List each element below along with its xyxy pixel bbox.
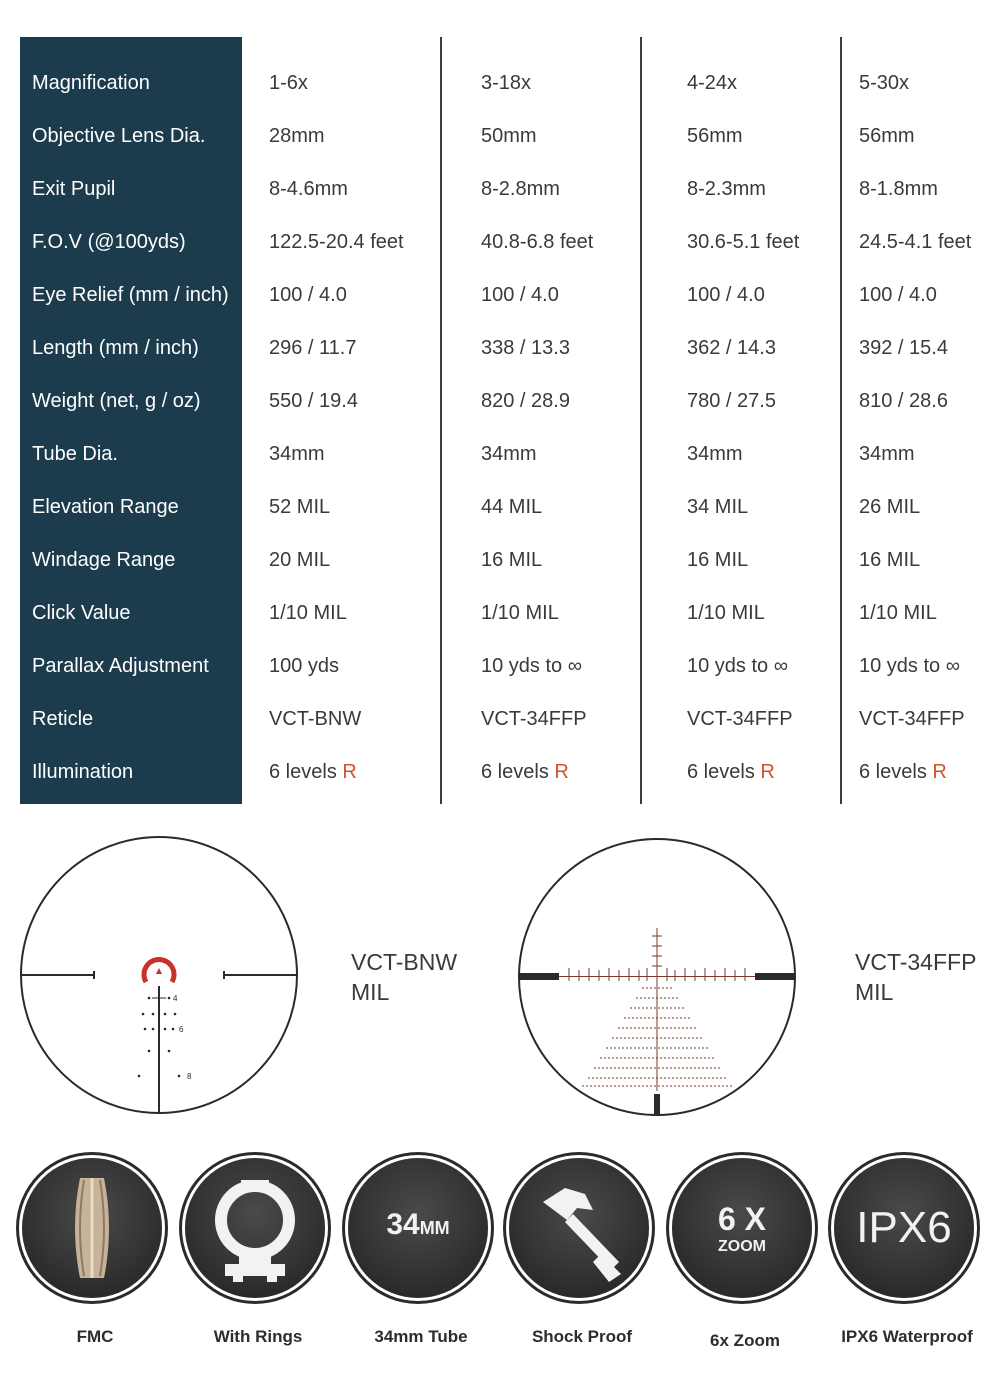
spec-row-weight	[20, 375, 1000, 428]
spec-label: Tube Dia.	[32, 443, 118, 465]
badge-sub-text: MM	[419, 1218, 450, 1238]
spec-value: 34 MIL	[687, 496, 749, 518]
reticle-unit: MIL	[351, 979, 390, 1005]
spec-row-windage	[20, 534, 1000, 587]
illumination-levels: 6 levels	[687, 761, 755, 783]
spec-row-parallax	[20, 640, 1000, 693]
reticle-unit: MIL	[855, 979, 894, 1005]
badge-main-text: IPX6	[856, 1203, 952, 1252]
spec-row-objective	[20, 110, 1000, 163]
illumination-color-code: R	[760, 761, 775, 783]
reticle-bnw-diagram	[18, 834, 300, 1116]
zoom-6x-icon	[672, 1158, 812, 1298]
reticle-name: VCT-34FFP	[855, 949, 977, 975]
spec-label: Objective Lens Dia.	[32, 125, 206, 147]
spec-row-tube	[20, 428, 1000, 481]
spec-value: 1/10 MIL	[687, 602, 765, 624]
lens-icon	[22, 1158, 162, 1298]
feature-caption: With Rings	[213, 1327, 303, 1346]
badge-main-text: 6 X	[717, 1201, 767, 1237]
hammer-icon	[509, 1158, 649, 1298]
feature-caption: Shock Proof	[531, 1327, 633, 1346]
spec-row-fov	[20, 216, 1000, 269]
scope-ring-icon	[185, 1158, 325, 1298]
feature-caption: 34mm Tube	[374, 1327, 468, 1346]
spec-value: 100 / 4.0	[269, 284, 347, 306]
spec-value: 810 / 28.6	[859, 390, 948, 412]
spec-value: 20 MIL	[269, 549, 331, 571]
spec-value: 52 MIL	[269, 496, 331, 518]
spec-value: 1-6x	[269, 72, 308, 94]
reticle-tick-label: 8	[187, 1072, 192, 1081]
spec-value: 362 / 14.3	[687, 337, 776, 359]
spec-value: 8-1.8mm	[859, 178, 938, 200]
tube-34mm-icon	[348, 1158, 488, 1298]
spec-label: Parallax Adjustment	[32, 655, 209, 677]
spec-value: 56mm	[687, 125, 743, 147]
spec-row-click-value	[20, 587, 1000, 640]
spec-value: 8-2.3mm	[687, 178, 766, 200]
reticle-tick-label: 4	[173, 994, 178, 1003]
spec-label: Eye Relief (mm / inch)	[32, 284, 229, 306]
spec-value: 50mm	[481, 125, 537, 147]
spec-label: Exit Pupil	[32, 178, 116, 200]
spec-row-magnification	[20, 57, 1000, 110]
spec-value: 16 MIL	[687, 549, 749, 571]
spec-value: 40.8-6.8 feet	[481, 231, 594, 253]
feature-caption: FMC	[76, 1327, 114, 1346]
spec-value: 34mm	[859, 443, 915, 465]
spec-label: Magnification	[32, 72, 150, 94]
reticle-name: VCT-BNW	[351, 949, 458, 975]
spec-value: 34mm	[269, 443, 325, 465]
reticle-bnw-label	[351, 947, 457, 1007]
spec-row-eye-relief	[20, 269, 1000, 322]
spec-value: 44 MIL	[481, 496, 543, 518]
spec-row-illumination	[20, 746, 1000, 799]
spec-value: 3-18x	[481, 72, 532, 94]
spec-value: VCT-34FFP	[687, 708, 793, 730]
spec-value: 100 / 4.0	[859, 284, 937, 306]
spec-value: 1/10 MIL	[269, 602, 347, 624]
spec-value: 100 / 4.0	[481, 284, 559, 306]
spec-row-elevation	[20, 481, 1000, 534]
illumination-color-code: R	[342, 761, 357, 783]
reticle-34ffp-diagram	[516, 836, 798, 1118]
spec-value: 780 / 27.5	[687, 390, 776, 412]
spec-value: 100 / 4.0	[687, 284, 765, 306]
spec-value: 24.5-4.1 feet	[859, 231, 972, 253]
spec-value: 820 / 28.9	[481, 390, 570, 412]
badge-sub-text: ZOOM	[718, 1238, 766, 1255]
spec-row-length	[20, 322, 1000, 375]
reticle-tick-label: 6	[179, 1025, 184, 1034]
illumination-levels: 6 levels	[481, 761, 549, 783]
spec-value: 5-30x	[859, 72, 910, 94]
spec-value: 56mm	[859, 125, 915, 147]
spec-value: 338 / 13.3	[481, 337, 570, 359]
spec-table	[20, 37, 1000, 804]
feature-caption: 6x Zoom	[710, 1331, 780, 1350]
illumination-levels: 6 levels	[859, 761, 927, 783]
spec-label: Length (mm / inch)	[32, 337, 199, 359]
reticle-34ffp-label	[855, 947, 976, 1007]
spec-value: 8-2.8mm	[481, 178, 560, 200]
spec-value: 10 yds to ∞	[481, 655, 582, 677]
spec-value: VCT-34FFP	[481, 708, 587, 730]
spec-value: 10 yds to ∞	[859, 655, 960, 677]
spec-row-exit-pupil	[20, 163, 1000, 216]
spec-value: VCT-BNW	[269, 708, 362, 730]
spec-value: 8-4.6mm	[269, 178, 348, 200]
spec-label: Illumination	[32, 761, 134, 783]
spec-label: Windage Range	[32, 549, 176, 571]
spec-value: 16 MIL	[859, 549, 921, 571]
feature-badges	[0, 1155, 1000, 1385]
spec-value: 100 yds	[269, 655, 340, 677]
spec-label: F.O.V (@100yds)	[32, 231, 186, 253]
spec-value: 392 / 15.4	[859, 337, 948, 359]
spec-value	[687, 746, 775, 799]
feature-caption: IPX6 Waterproof	[841, 1327, 973, 1346]
spec-value: 26 MIL	[859, 496, 921, 518]
spec-label: Reticle	[32, 708, 94, 730]
illumination-color-code: R	[554, 761, 569, 783]
spec-value	[269, 746, 357, 799]
spec-value: VCT-34FFP	[859, 708, 965, 730]
spec-value: 296 / 11.7	[269, 337, 357, 359]
spec-label: Elevation Range	[32, 496, 179, 518]
spec-value: 30.6-5.1 feet	[687, 231, 800, 253]
spec-value: 550 / 19.4	[269, 390, 358, 412]
ipx6-icon	[834, 1158, 974, 1298]
badge-main-text: 34	[386, 1208, 420, 1241]
spec-value: 16 MIL	[481, 549, 543, 571]
spec-value: 4-24x	[687, 72, 738, 94]
illumination-levels: 6 levels	[269, 761, 337, 783]
spec-value: 34mm	[481, 443, 537, 465]
spec-value: 34mm	[687, 443, 743, 465]
spec-value: 122.5-20.4 feet	[269, 231, 404, 253]
illumination-color-code: R	[932, 761, 947, 783]
spec-row-reticle	[20, 693, 1000, 746]
spec-value: 1/10 MIL	[481, 602, 559, 624]
spec-value: 10 yds to ∞	[687, 655, 788, 677]
spec-label: Weight (net, g / oz)	[32, 390, 201, 412]
spec-label: Click Value	[32, 602, 131, 624]
spec-value: 1/10 MIL	[859, 602, 937, 624]
spec-value: 28mm	[269, 125, 325, 147]
spec-value	[481, 746, 569, 799]
spec-value	[859, 746, 947, 799]
